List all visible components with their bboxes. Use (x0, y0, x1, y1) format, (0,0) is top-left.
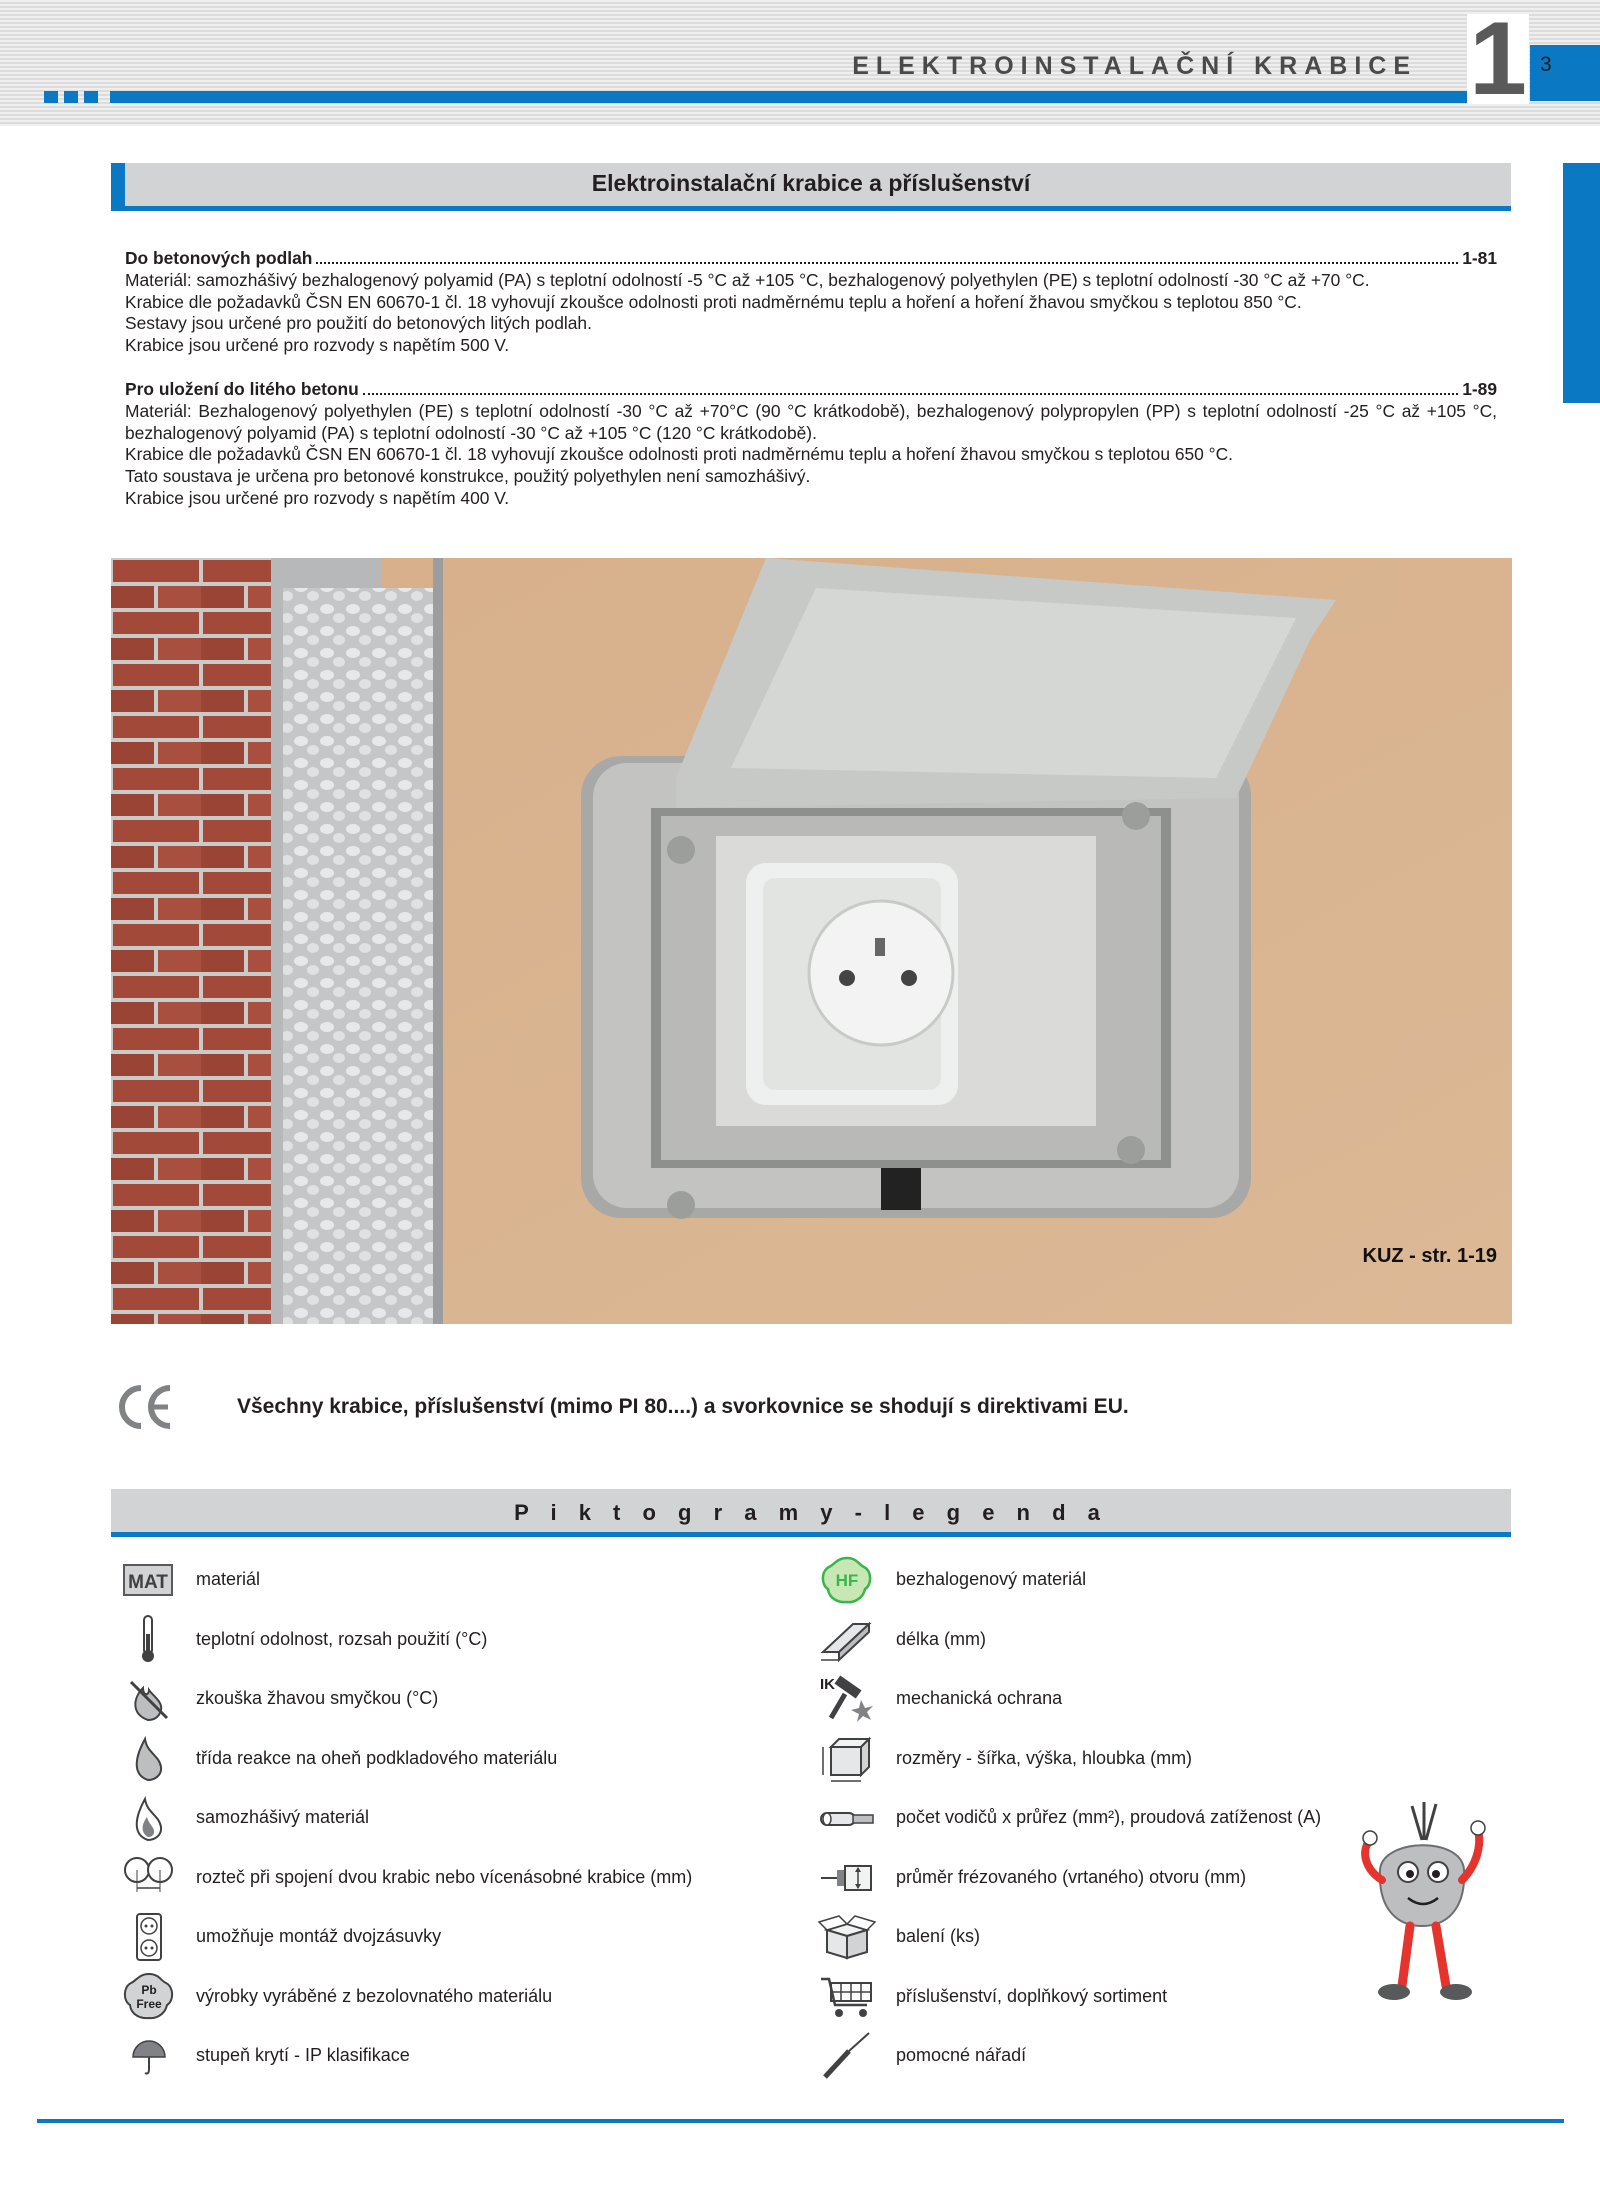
page-number: 3 (1540, 53, 1552, 76)
svg-text:MAT: MAT (128, 1571, 168, 1593)
legend-row (119, 1729, 799, 1789)
conductor-icon (817, 1793, 877, 1843)
item-cast-concrete (125, 379, 1497, 510)
svg-text:Free: Free (136, 1997, 162, 2012)
item-line: Krabice jsou určené pro rozvody s napětím 500 V. (125, 335, 510, 356)
box-pitch-icon (119, 1852, 179, 1902)
header-square (44, 91, 58, 103)
header-title: ELEKTROINSTALAČNÍ KRABICE (852, 52, 1417, 80)
ce-mark-icon (116, 1382, 176, 1432)
item-page-ref: 1-81 (1462, 248, 1497, 268)
mat-icon (119, 1555, 179, 1605)
legend-row (119, 1610, 799, 1670)
package-icon (817, 1912, 877, 1962)
length-icon (817, 1614, 877, 1664)
legend-label: zkouška žhavou smyčkou (°C) (196, 1688, 439, 1709)
cart-icon (817, 1971, 877, 2021)
svg-text:Pb: Pb (141, 1983, 157, 1998)
legend-row (817, 1610, 1517, 1670)
ce-statement: Všechny krabice, příslušenství (mimo PI 80....) a svorkovnice se shodují s direktivami EU. (237, 1395, 1129, 1418)
legend-row (817, 1729, 1517, 1789)
legend-label: umožňuje montáž dvojzásuvky (196, 1926, 442, 1947)
flame-icon (119, 1733, 179, 1783)
legend-left-column (119, 1550, 799, 2086)
self-extinguishing-icon (119, 1793, 179, 1843)
ip-rating-icon (119, 2031, 179, 2081)
hf-icon (817, 1555, 877, 1605)
legend-row (119, 1907, 799, 1967)
drill-diameter-icon (817, 1852, 877, 1902)
item-concrete-floors (125, 248, 1497, 357)
legend-label: materiál (196, 1569, 261, 1590)
legend-label: průměr frézovaného (vrtaného) otvoru (mm) (896, 1866, 1247, 1887)
item-heading (125, 379, 1497, 401)
legend-label: rozteč při spojení dvou krabic nebo vícenásobné krabice (mm) (196, 1866, 693, 1887)
item-line: Krabice dle požadavků ČSN EN 60670-1 čl. 18 vyhovují zkoušce odolnosti proti nadměrnému teplu a hoření a hoření žhavou smyčkou s teplotou 850 °C. (125, 291, 1302, 312)
photo-caption: KUZ - str. 1-19 (1362, 1245, 1497, 1267)
legend-row (119, 1669, 799, 1729)
leader-dots (363, 393, 1458, 395)
item-line: Sestavy jsou určené pro použití do betonových litých podlah. (125, 313, 592, 334)
header-rule (110, 91, 1510, 103)
item-line: Tato soustava je určena pro betonové konstrukce, použitý polyethylen není samozhášivý. (125, 466, 811, 487)
legend-row (119, 1550, 799, 1610)
legend-label: pomocné nářadí (896, 2045, 1027, 2066)
legend-row (119, 1967, 799, 2027)
pb-free-icon (119, 1971, 179, 2021)
legend-label: délka (mm) (896, 1628, 987, 1649)
header-square (84, 91, 98, 103)
item-line: Materiál: Bezhalogenový polyethylen (PE) s teplotní odolností -30 °C až +70°C (90 °C krátkodobě), bezhalogenový polypropylen (PP) s teplotní odolností -25 °C až +105 °C, bezhalogenový polyamid (PA) s teplotní odolností -30 °C až +105 °C (120 °C krátkodobě). (125, 400, 1497, 443)
legend-row (119, 1848, 799, 1908)
item-line: Krabice dle požadavků ČSN EN 60670-1 čl. 18 vyhovují zkoušce odolnosti proti nadměrnému teplu a hoření žhavou smyčkou s teplotou 650 °C. (125, 444, 1234, 465)
svg-text:IK: IK (820, 1675, 835, 1693)
item-page-ref: 1-89 (1462, 379, 1497, 399)
legend-row (817, 1669, 1517, 1729)
legend-label: samozhášivý materiál (196, 1807, 370, 1828)
chapter-number: 1 (1467, 14, 1529, 104)
legend-label: stupeň krytí - IP klasifikace (196, 2045, 410, 2066)
glow-wire-icon (119, 1674, 179, 1724)
legend-label: příslušenství, doplňkový sortiment (896, 1985, 1168, 2006)
double-socket-icon (119, 1912, 179, 1962)
section-title: Elektroinstalační krabice a příslušenství (591, 170, 1031, 196)
mascot-illustration (1352, 1800, 1492, 2010)
ik-hammer-icon (817, 1674, 877, 1724)
legend-label: třída reakce na oheň podkladového materiálu (196, 1747, 558, 1768)
legend-row (119, 1788, 799, 1848)
legend-title: P i k t o g r a m y - l e g e n d a (514, 1500, 1108, 1525)
item-heading (125, 248, 1497, 270)
leader-dots (316, 262, 1458, 264)
legend-label: bezhalogenový materiál (896, 1569, 1087, 1590)
legend-label: balení (ks) (896, 1926, 981, 1947)
legend-label: počet vodičů x průřez (mm²), proudová zatíženost (A) (896, 1807, 1322, 1828)
svg-text:HF: HF (835, 1570, 859, 1590)
header-square (64, 91, 78, 103)
legend-label: mechanická ochrana (896, 1688, 1063, 1709)
thermometer-icon (119, 1614, 179, 1664)
legend-row (817, 2026, 1517, 2086)
item-line: Materiál: samozhášivý bezhalogenový polyamid (PA) s teplotní odolností -5 °C až +105 °C, bezhalogenový polyethylen (PE) s teplotní odolností -30 °C až +70 °C. (125, 269, 1370, 290)
legend-row (817, 1550, 1517, 1610)
item-line: Krabice jsou určené pro rozvody s napětím 400 V. (125, 487, 510, 508)
legend-row (119, 2026, 799, 2086)
floor-box-illustration (111, 558, 1512, 1324)
legend-label: teplotní odolnost, rozsah použití (°C) (196, 1628, 488, 1649)
product-photo (111, 558, 1512, 1324)
legend-label: výrobky vyráběné z bezolovnatého materiálu (196, 1985, 553, 2006)
item-title: Do betonových podlah (125, 248, 313, 268)
item-title: Pro uložení do litého betonu (125, 379, 359, 399)
dimensions-icon (817, 1733, 877, 1783)
legend-label: rozměry - šířka, výška, hloubka (mm) (896, 1747, 1193, 1768)
chapter-tab (1563, 163, 1600, 403)
footer-rule (37, 2119, 1564, 2123)
screwdriver-icon (817, 2031, 877, 2081)
